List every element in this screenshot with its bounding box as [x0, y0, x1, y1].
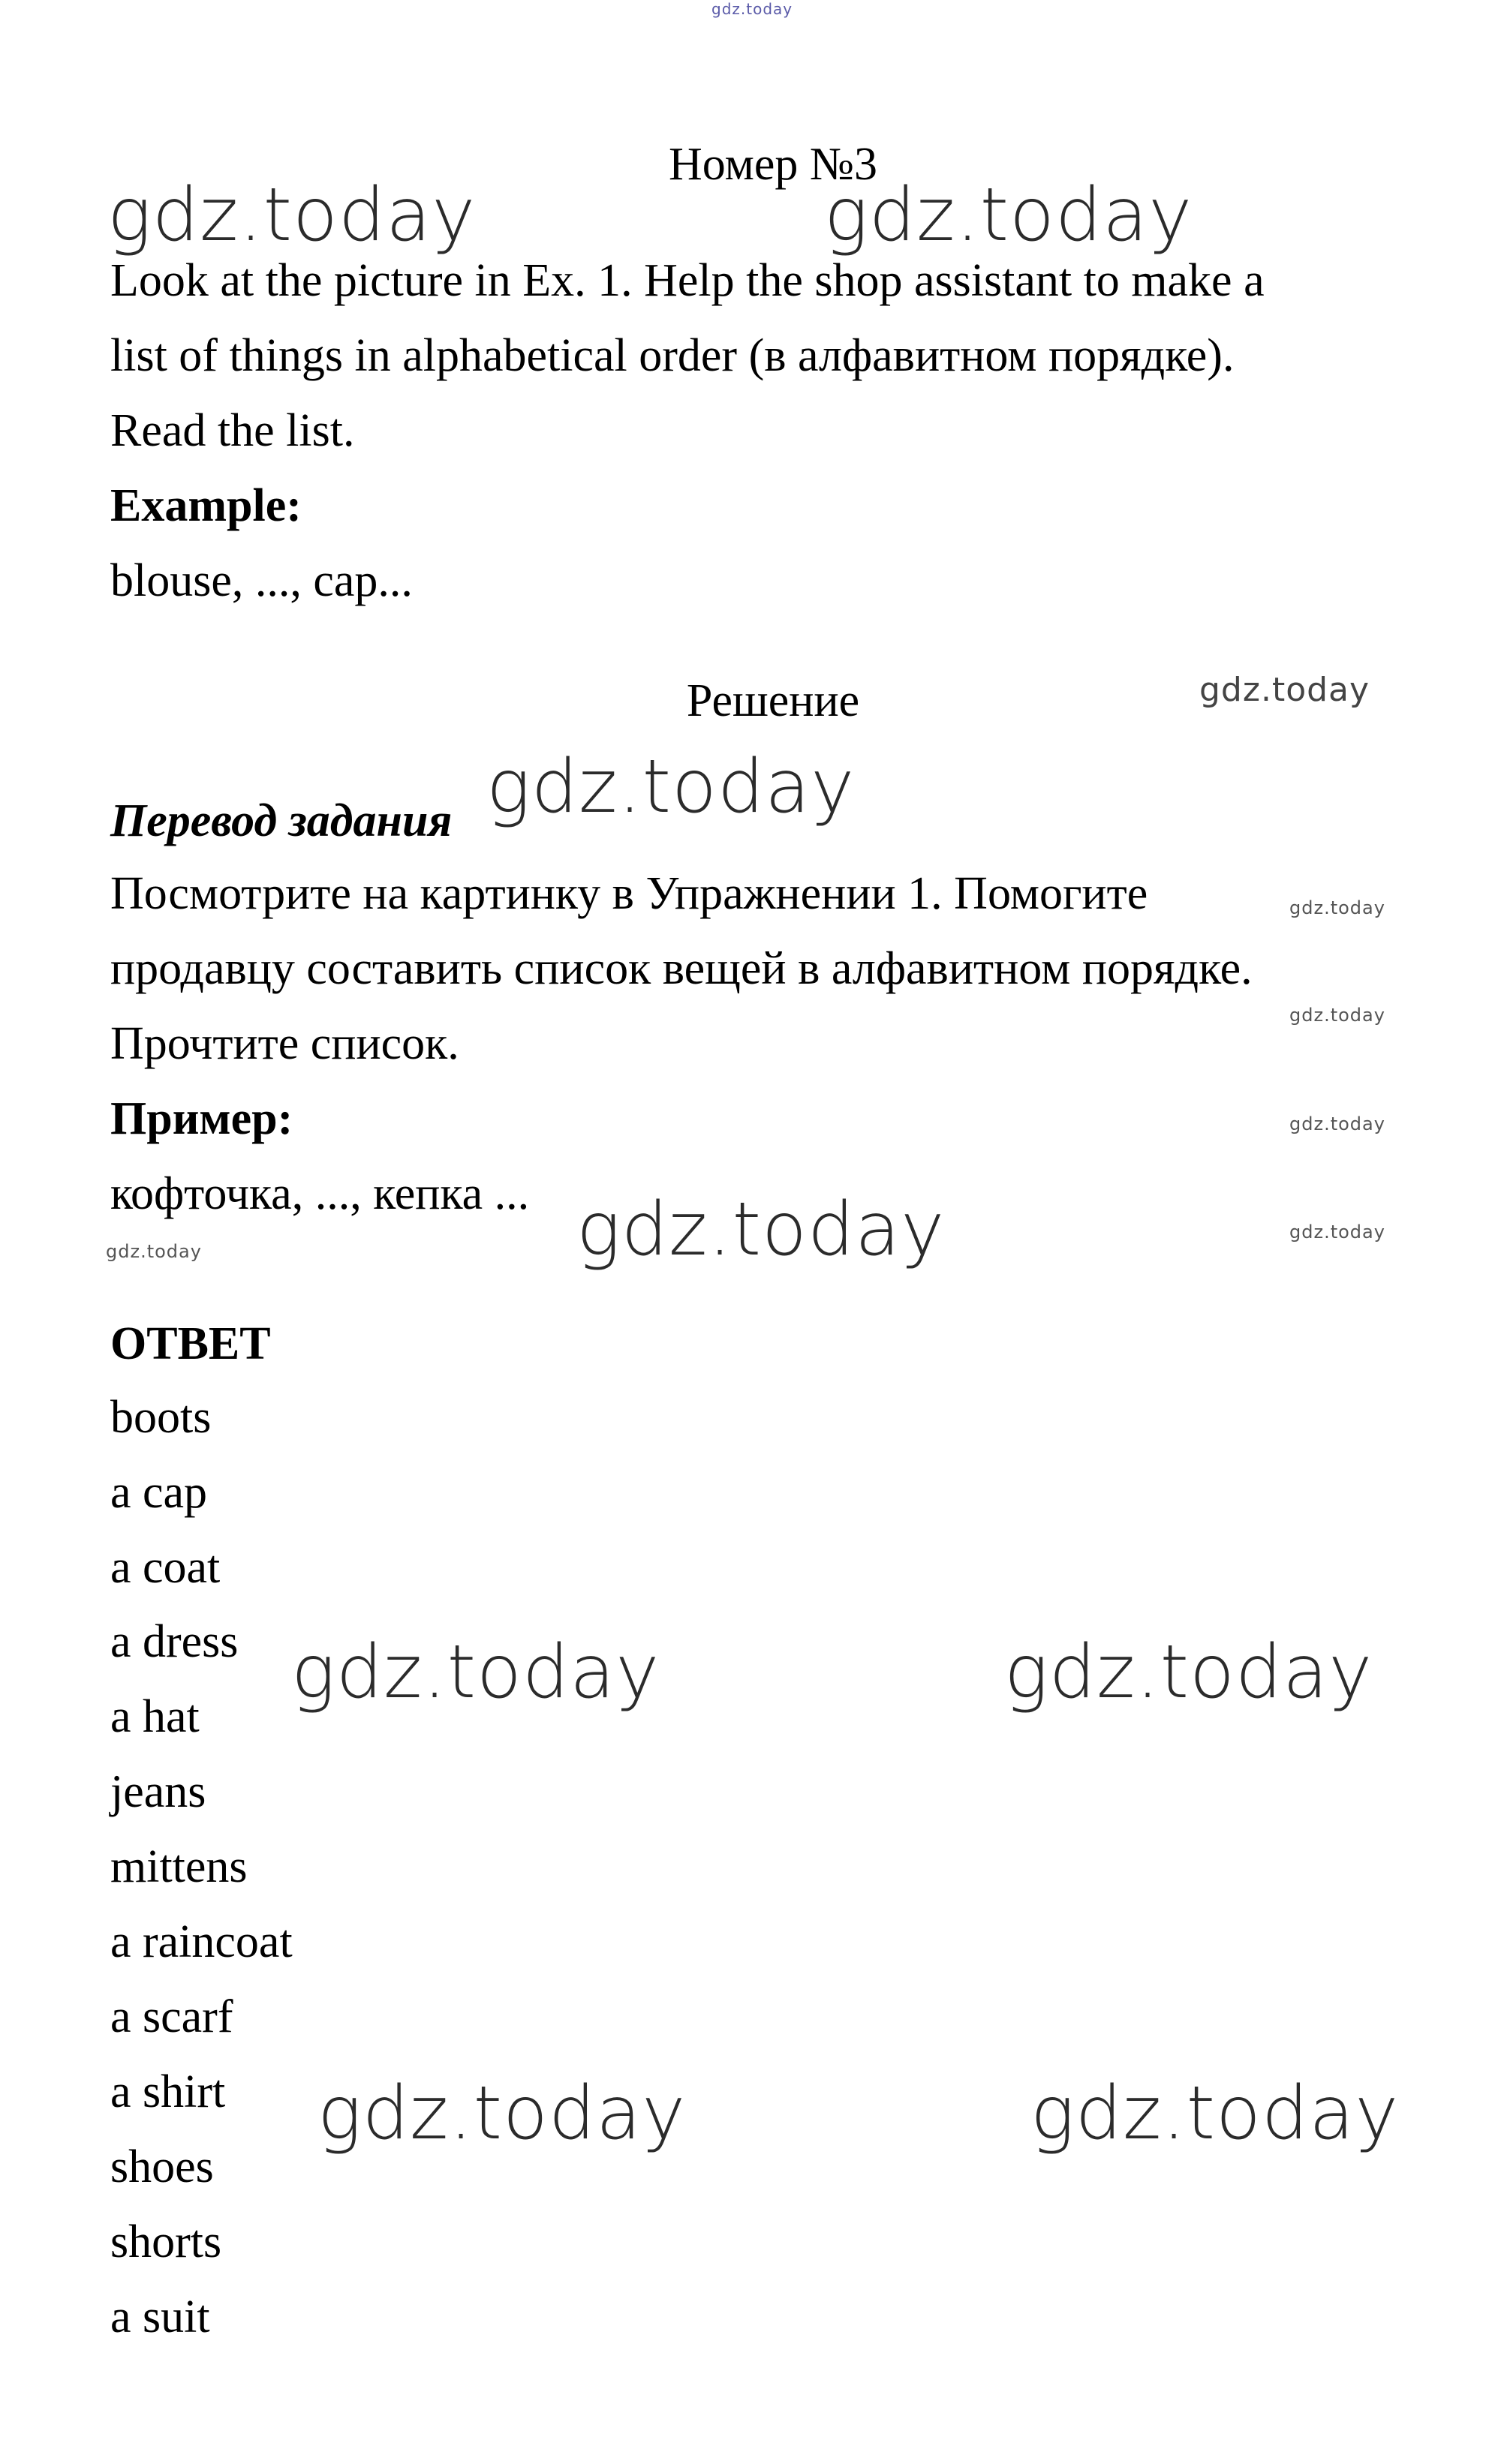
example-label: Example: — [110, 480, 302, 531]
watermark: gdz.today — [106, 1241, 202, 1262]
task-line-3: Read the list. — [110, 405, 355, 456]
answer-item: a suit — [110, 2291, 210, 2342]
watermark: gdz.today — [1289, 1221, 1385, 1243]
translation-example-text: кофточка, ..., кепка ... — [110, 1168, 530, 1219]
answer-item: boots — [110, 1392, 212, 1443]
answer-item: a hat — [110, 1691, 200, 1742]
answer-item: a coat — [110, 1542, 221, 1593]
solution-heading: Решение — [686, 675, 860, 726]
watermark: gdz.today — [1030, 2071, 1400, 2156]
page-title: Номер №3 — [668, 139, 877, 190]
answer-item: a dress — [110, 1616, 239, 1667]
watermark: gdz.today — [107, 173, 477, 258]
watermark: gdz.today — [317, 2071, 687, 2156]
answer-item: mittens — [110, 1841, 248, 1892]
watermark: gdz.today — [1199, 671, 1370, 709]
answer-item: a raincoat — [110, 1916, 293, 1967]
translation-example-label: Пример: — [110, 1093, 293, 1144]
translation-label: Перевод задания — [110, 795, 453, 846]
watermark: gdz.today — [1289, 897, 1385, 918]
answer-item: shorts — [110, 2216, 222, 2267]
translation-line-2: продавцу составить список вещей в алфавитном порядке. — [110, 943, 1253, 994]
watermark-top: gdz.today — [711, 0, 793, 18]
watermark: gdz.today — [1289, 1005, 1385, 1026]
watermark: gdz.today — [1004, 1630, 1373, 1715]
answer-item: a shirt — [110, 2066, 226, 2117]
answer-item: a cap — [110, 1467, 208, 1518]
example-text: blouse, ..., cap... — [110, 555, 413, 606]
task-line-1: Look at the picture in Ex. 1. Help the shop assistant to make a — [110, 255, 1265, 306]
answer-item: a scarf — [110, 1991, 233, 2042]
watermark: gdz.today — [1289, 1113, 1385, 1134]
watermark: gdz.today — [486, 744, 856, 830]
translation-line-3: Прочтите список. — [110, 1018, 459, 1069]
watermark: gdz.today — [824, 173, 1193, 258]
translation-line-1: Посмотрите на картинку в Упражнении 1. Помогите — [110, 868, 1148, 919]
task-line-2: list of things in alphabetical order (в алфавитном порядке). — [110, 330, 1235, 381]
watermark: gdz.today — [291, 1630, 660, 1715]
answer-item: shoes — [110, 2141, 214, 2192]
watermark: gdz.today — [576, 1187, 946, 1273]
answer-item: jeans — [110, 1766, 206, 1817]
answer-label: ОТВЕТ — [110, 1318, 271, 1369]
